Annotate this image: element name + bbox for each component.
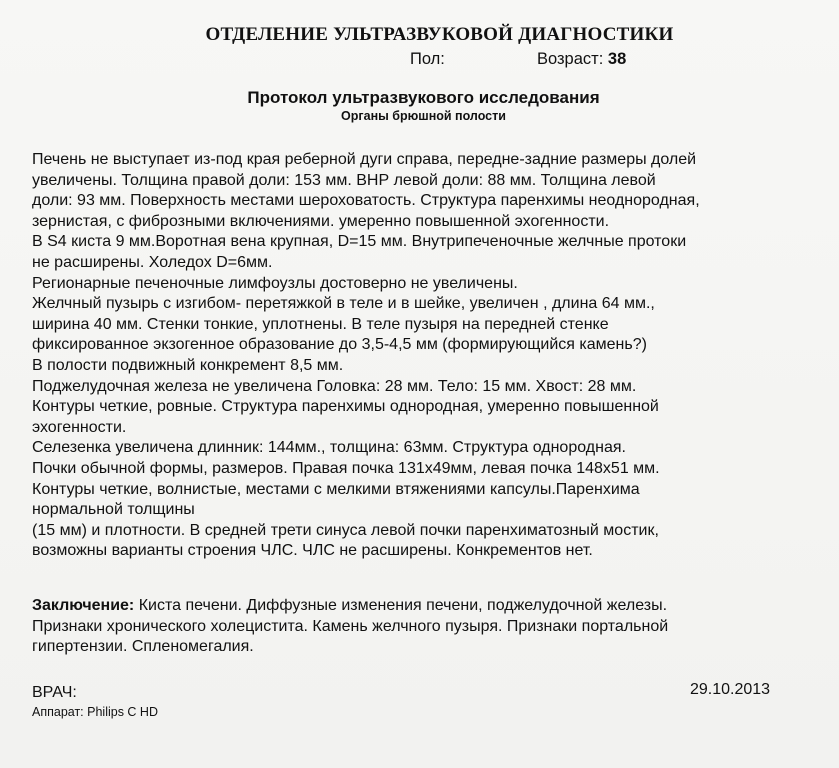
findings-line: нормальной толщины bbox=[32, 501, 195, 519]
findings-line: Поджелудочная железа не увеличена Головка: 28 мм. Тело: 15 мм. Хвост: 28 мм. bbox=[32, 377, 637, 395]
protocol-title: Протокол ультразвукового исследования bbox=[247, 88, 600, 107]
findings-line: Печень не выступает из-под края реберной дуги справа, передне-задние размеры долей bbox=[32, 151, 697, 168]
conclusion-text: Киста печени. Диффузные изменения печени, поджелудочной железы. bbox=[134, 597, 668, 614]
findings-line: (15 мм) и плотности. В средней трети синуса левой почки паренхиматозный мостик, bbox=[32, 521, 659, 539]
findings-line: возможны варианты строения ЧЛС. ЧЛС не расширены. Конкрементов нет. bbox=[32, 542, 593, 560]
findings-line: фиксированное экзогенное образование до 3,5-4,5 мм (формирующийся камень?) bbox=[32, 336, 647, 354]
protocol-subtitle: Органы брюшной полости bbox=[341, 109, 506, 123]
department-heading: ОТДЕЛЕНИЕ УЛЬТРАЗВУКОВОЙ ДИАГНОСТИКИ bbox=[205, 24, 674, 45]
conclusion-line: гипертензии. Спленомегалия. bbox=[32, 638, 254, 656]
findings-line: Контуры четкие, волнистые, местами с мелкими втяжениями капсулы.Паренхима bbox=[32, 480, 640, 498]
findings-line: Почки обычной формы, размеров. Правая почка 131х49мм, левая почка 148х51 мм. bbox=[32, 459, 660, 477]
findings-line: эхогенности. bbox=[32, 418, 127, 436]
doctor-label: ВРАЧ: bbox=[32, 684, 77, 701]
age-value: 38 bbox=[607, 50, 627, 68]
age-label: Возраст: bbox=[537, 50, 604, 68]
conclusion-label: Заключение: bbox=[32, 597, 135, 614]
conclusion-block bbox=[32, 596, 822, 658]
findings-line: зернистая, с фиброзными включениями. умеренно повышенной эхогенности. bbox=[32, 212, 610, 230]
findings-line: Селезенка увеличена длинник: 144мм., толщина: 63мм. Структура однородная. bbox=[32, 439, 626, 457]
age-field bbox=[537, 50, 626, 69]
findings-line: Регионарные печеночные лимфоузлы достоверно не увеличены. bbox=[32, 274, 518, 292]
sex-label: Пол: bbox=[410, 50, 445, 68]
findings-line: доли: 93 мм. Поверхность местами шероховатость. Структура паренхимы неоднородная, bbox=[32, 192, 700, 210]
conclusion-line bbox=[32, 596, 822, 617]
findings-line: увеличены. Толщина правой доли: 153 мм. ВНР левой доли: 88 мм. Толщина левой bbox=[32, 171, 656, 189]
device-info: Аппарат: Philips C HD bbox=[32, 705, 158, 719]
exam-date: 29.10.2013 bbox=[690, 681, 771, 698]
findings-line: В полости подвижный конкремент 8,5 мм. bbox=[32, 356, 344, 374]
findings-text bbox=[32, 150, 822, 562]
findings-line: В S4 киста 9 мм.Воротная вена крупная, D=15 мм. Внутрипеченочные желчные протоки bbox=[32, 233, 687, 251]
findings-line: ширина 40 мм. Стенки тонкие, уплотнены. В теле пузыря на передней стенке bbox=[32, 315, 609, 333]
findings-line: не расширены. Холедох D=6мм. bbox=[32, 253, 273, 271]
findings-line: Контуры четкие, ровные. Структура паренхимы однородная, умеренно повышенной bbox=[32, 398, 659, 416]
conclusion-line: Признаки хронического холецистита. Камень желчного пузыря. Признаки портальной bbox=[32, 617, 669, 635]
findings-line: Желчный пузырь с изгибом- перетяжкой в теле и в шейке, увеличен , длина 64 мм., bbox=[32, 295, 655, 313]
